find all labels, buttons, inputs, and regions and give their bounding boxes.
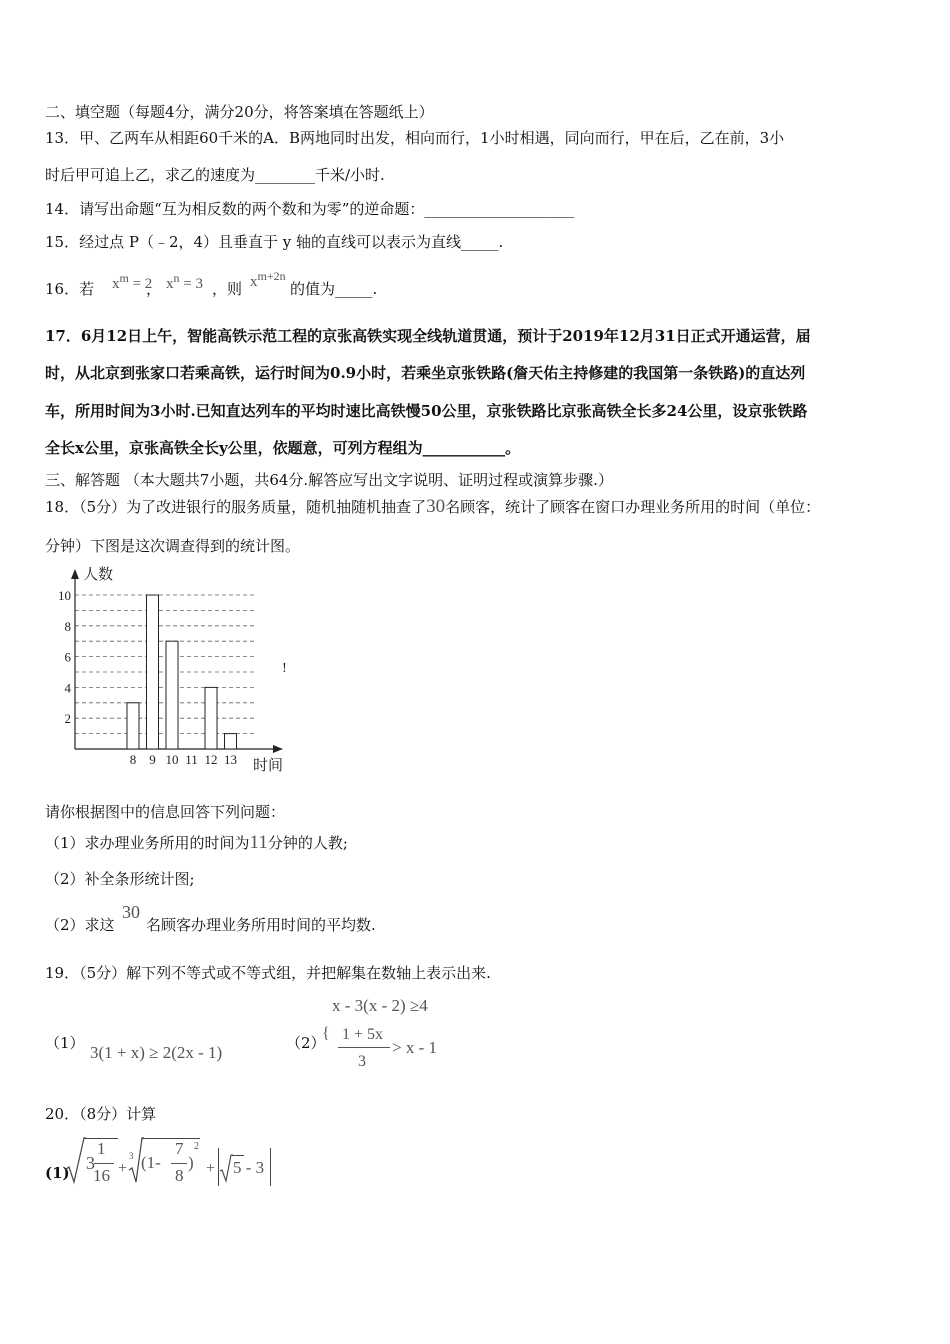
q16-eq2: $x^n = 3$ <box>166 271 203 292</box>
sqrt-sign-3 <box>219 1153 233 1183</box>
q18-sub2: （2）补全条形统计图; <box>45 870 195 888</box>
x-axis-label: 时间 <box>253 758 284 774</box>
bar <box>166 641 178 749</box>
q19-p2-brace: { <box>322 1025 330 1042</box>
y-tick-label: 4 <box>64 680 71 696</box>
q18-sub3-a: （2）求这 <box>45 916 115 934</box>
cube-root-bar <box>142 1138 200 1139</box>
q20-label: (1) <box>45 1164 70 1182</box>
q20-plus-2: + <box>206 1160 216 1177</box>
q20-t1-den: 16 <box>93 1166 110 1185</box>
q16-then: ，则 <box>212 280 243 298</box>
bar-chart <box>45 565 295 775</box>
q16-suffix: 的值为_____. <box>290 280 378 298</box>
q20-t2-close: ) <box>188 1153 194 1172</box>
stray-mark: ! <box>282 661 287 675</box>
sqrt-3-bar <box>232 1155 244 1156</box>
q16-sep: ， <box>146 280 162 298</box>
q20-t2-exp: 2 <box>194 1141 199 1152</box>
q20-title: 20．（8分）计算 <box>45 1105 157 1123</box>
q17-line3: 车，所用时间为3小时.已知直达列车的平均时速比高铁慢50公里，京张铁路比京张高铁全长多24公里，设京张铁路 <box>45 402 808 420</box>
q19-p2-rhs: > x - 1 <box>392 1038 437 1057</box>
q20-t2-num: 7 <box>175 1139 184 1158</box>
q17-line2: 时，从北京到张家口若乘高铁，运行时间为0.9小时，若乘坐京张铁路(詹天佑主持修建的我国第一条铁路)的直达列 <box>45 364 806 382</box>
q19-p2-num: 1 + 5x <box>342 1026 384 1043</box>
q19-p1-expr: 3(1 + x) ≥ 2(2x - 1) <box>90 1043 223 1062</box>
x-tick-label: 8 <box>129 752 137 767</box>
abs-right-bar <box>270 1148 271 1186</box>
x-axis-arrow <box>273 745 283 753</box>
y-axis-arrow <box>71 569 79 579</box>
q18-sub3-b: 名顾客办理业务所用时间的平均数. <box>146 916 376 934</box>
bar <box>127 703 139 749</box>
q18-line1: 18．（5分）为了改进银行的服务质量，随机抽随机抽查了30名顾客，统计了顾客在窗口办理业务所用的时间（单位： <box>45 496 821 517</box>
x-tick-label: 12 <box>204 752 218 767</box>
bar <box>225 734 237 749</box>
q19-p2-label: （2） <box>286 1034 326 1052</box>
section-2-header: 二、填空题（每题4分，满分20分，将答案填在答题纸上） <box>45 103 434 121</box>
q13-line2: 时后甲可追上乙，求乙的速度为________千米/小时. <box>45 166 385 184</box>
cube-root-index: 3 <box>129 1151 134 1161</box>
q19-p1-label: （1） <box>45 1034 85 1052</box>
q19-p2-fraction-bar <box>338 1047 390 1048</box>
q20-t2-open: (1- <box>141 1153 161 1172</box>
q19-p2-den: 3 <box>358 1053 366 1070</box>
sqrt-sign-1 <box>64 1136 86 1186</box>
q18-prompt: 请你根据图中的信息回答下列问题： <box>45 803 286 821</box>
y-tick-label: 8 <box>64 618 71 634</box>
q20-t1-fraction-bar <box>94 1163 114 1164</box>
q15-text: 15．经过点 P（﹣2，4）且垂直于 y 轴的直线可以表示为直线_____. <box>45 233 504 251</box>
y-tick-label: 2 <box>64 711 71 727</box>
y-axis-label: 人数 <box>83 567 114 583</box>
q20-t2-den: 8 <box>175 1166 184 1185</box>
q16-prefix: 16．若 <box>45 280 95 298</box>
bar <box>205 687 217 749</box>
q17-line4: 全长x公里，京张高铁全长y公里，依题意，可列方程组为___________。 <box>45 439 521 457</box>
q19-title: 19．（5分）解下列不等式或不等式组，并把解集在数轴上表示出来. <box>45 964 491 982</box>
y-tick-label: 6 <box>64 649 71 665</box>
q13-line1: 13．甲、乙两车从相距60千米的A．B两地同时出发，相向而行，1小时相遇，同向而行，甲在后，乙在前，3小 <box>45 129 785 147</box>
q19-p2-line1: x - 3(x - 2) ≥4 <box>332 996 428 1015</box>
q18-sub1: （1）求办理业务所用的时间为11分钟的人教; <box>45 832 348 853</box>
bar <box>147 595 159 749</box>
q20-t1-num: 1 <box>97 1139 106 1158</box>
section-3-header: 三、解答题 （本大题共7小题，共64分.解答应写出文字说明、证明过程或演算步骤.） <box>45 471 613 489</box>
q18-line2: 分钟）下图是这次调查得到的统计图。 <box>45 537 301 555</box>
x-tick-label: 13 <box>224 752 237 767</box>
q17-line1: 17．6月12日上午，智能高铁示范工程的京张高铁实现全线轨道贯通，预计于2019年12月31日正式开通运营，届 <box>45 327 811 345</box>
q20-t3: 5 - 3 <box>233 1158 265 1177</box>
x-tick-label: 10 <box>165 752 179 767</box>
q18-sub3-num: 30 <box>122 902 140 922</box>
q20-plus-1: + <box>118 1160 128 1177</box>
q16-eq3: $x^{m+2n}$ <box>250 269 286 290</box>
x-tick-label: 9 <box>149 752 156 767</box>
x-tick-label: 11 <box>185 752 198 767</box>
q16-eq1: $x^m = 2$ <box>112 271 153 292</box>
q20-t2-fraction-bar <box>171 1163 187 1164</box>
q14-text: 14．请写出命题“互为相反数的两个数和为零”的逆命题：____________________ <box>45 200 575 218</box>
q20-t1-whole: 3 <box>86 1153 95 1173</box>
y-tick-label: 10 <box>58 588 71 603</box>
